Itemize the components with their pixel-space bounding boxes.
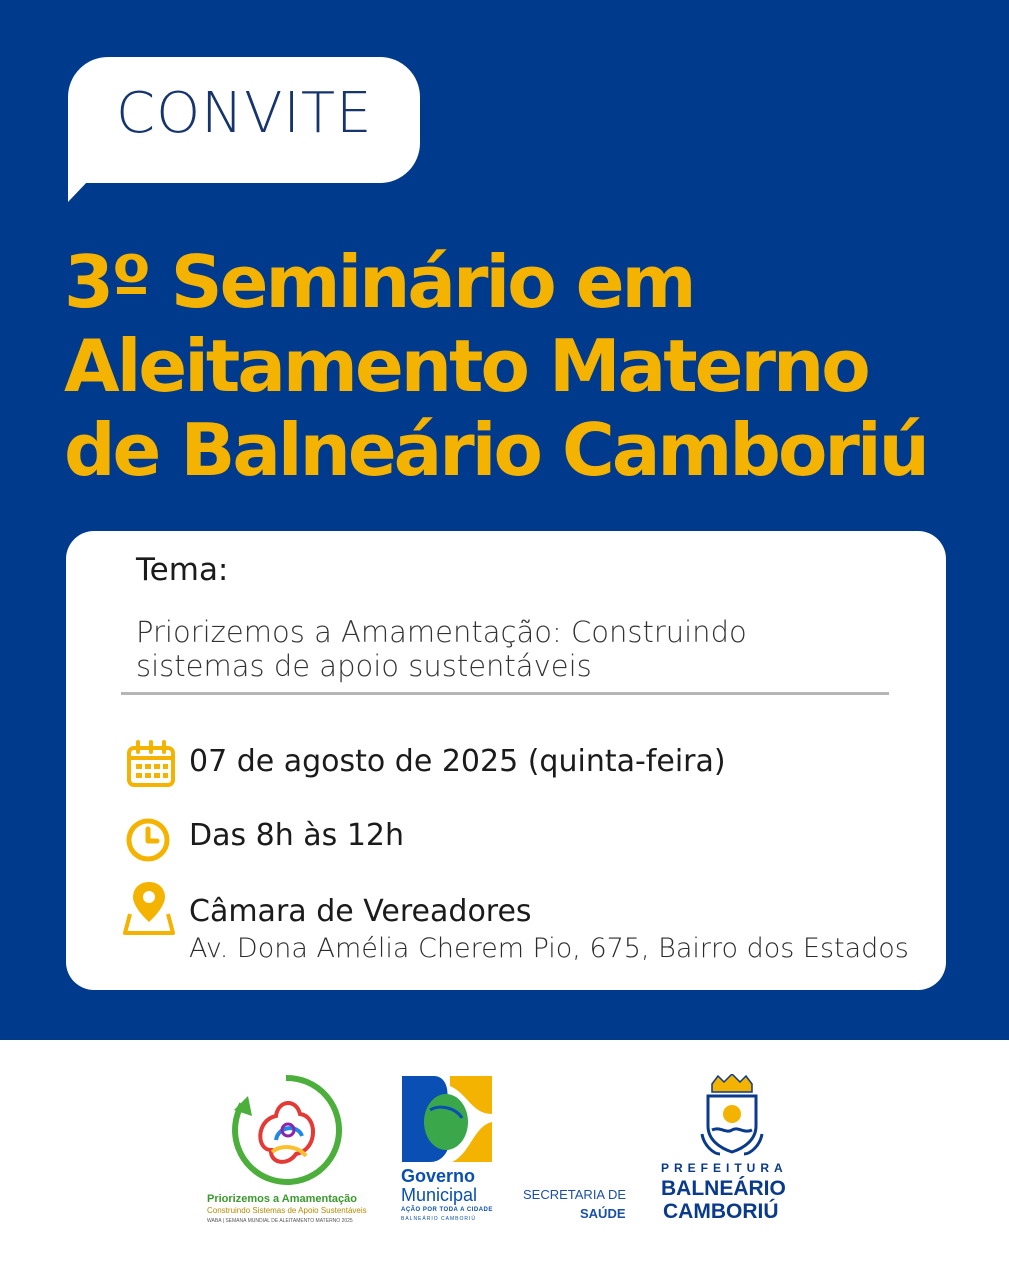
- city-crest-icon: [700, 1074, 764, 1156]
- wbw-title: Priorizemos a Amamentação: [207, 1193, 357, 1205]
- calendar-icon: [126, 740, 176, 788]
- clock-icon: [126, 818, 170, 862]
- theme-line-1: Priorizemos a Amamentação: Construindo: [136, 615, 747, 649]
- divider: [121, 692, 889, 695]
- breastfeeding-week-logo: [226, 1070, 346, 1188]
- gov-line-1: Governo: [401, 1166, 476, 1186]
- prefeitura-line-2: BALNEÁRIO: [661, 1177, 786, 1200]
- gov-city: BALNEÁRIO CAMBORIÚ: [401, 1216, 476, 1222]
- event-title-line-2: Aleitamento Materno: [64, 324, 868, 408]
- theme-line-2: sistemas de apoio sustentáveis: [136, 649, 592, 683]
- prefeitura-line-1: PREFEITURA: [661, 1161, 788, 1175]
- partner-logos: [0, 1040, 1009, 1280]
- wbw-caption: WABA | SEMANA MUNDIAL DE ALEITAMENTO MATERNO 2025: [207, 1218, 353, 1224]
- event-title-line-1: 3º Seminário em: [64, 240, 694, 324]
- map-pin-icon: [122, 878, 176, 936]
- governo-municipal-logo: [400, 1074, 496, 1164]
- wbw-subtitle: Construindo Sistemas de Apoio Sustentáveis: [207, 1206, 367, 1215]
- gov-line-2: Municipal: [401, 1185, 478, 1205]
- theme-text: [136, 615, 896, 683]
- event-time: Das 8h às 12h: [189, 818, 405, 853]
- gov-tagline: AÇÃO POR TODA A CIDADE: [401, 1207, 493, 1213]
- secretaria-line-1: SECRETARIA DE: [523, 1187, 627, 1202]
- prefeitura-line-3: CAMBORIÚ: [663, 1200, 779, 1223]
- event-address: Av. Dona Amélia Cherem Pio, 675, Bairro dos Estados: [189, 933, 909, 964]
- event-title-line-3: de Balneário Camboriú: [64, 408, 927, 492]
- invite-badge-label: CONVITE: [116, 81, 373, 146]
- secretaria-line-2: SAÚDE: [580, 1206, 626, 1221]
- invite-badge-tail: [68, 160, 108, 202]
- event-date: 07 de agosto de 2025 (quinta-feira): [189, 744, 726, 779]
- event-title: [64, 240, 984, 492]
- theme-label: Tema:: [136, 552, 229, 588]
- event-place: Câmara de Vereadores: [189, 894, 532, 929]
